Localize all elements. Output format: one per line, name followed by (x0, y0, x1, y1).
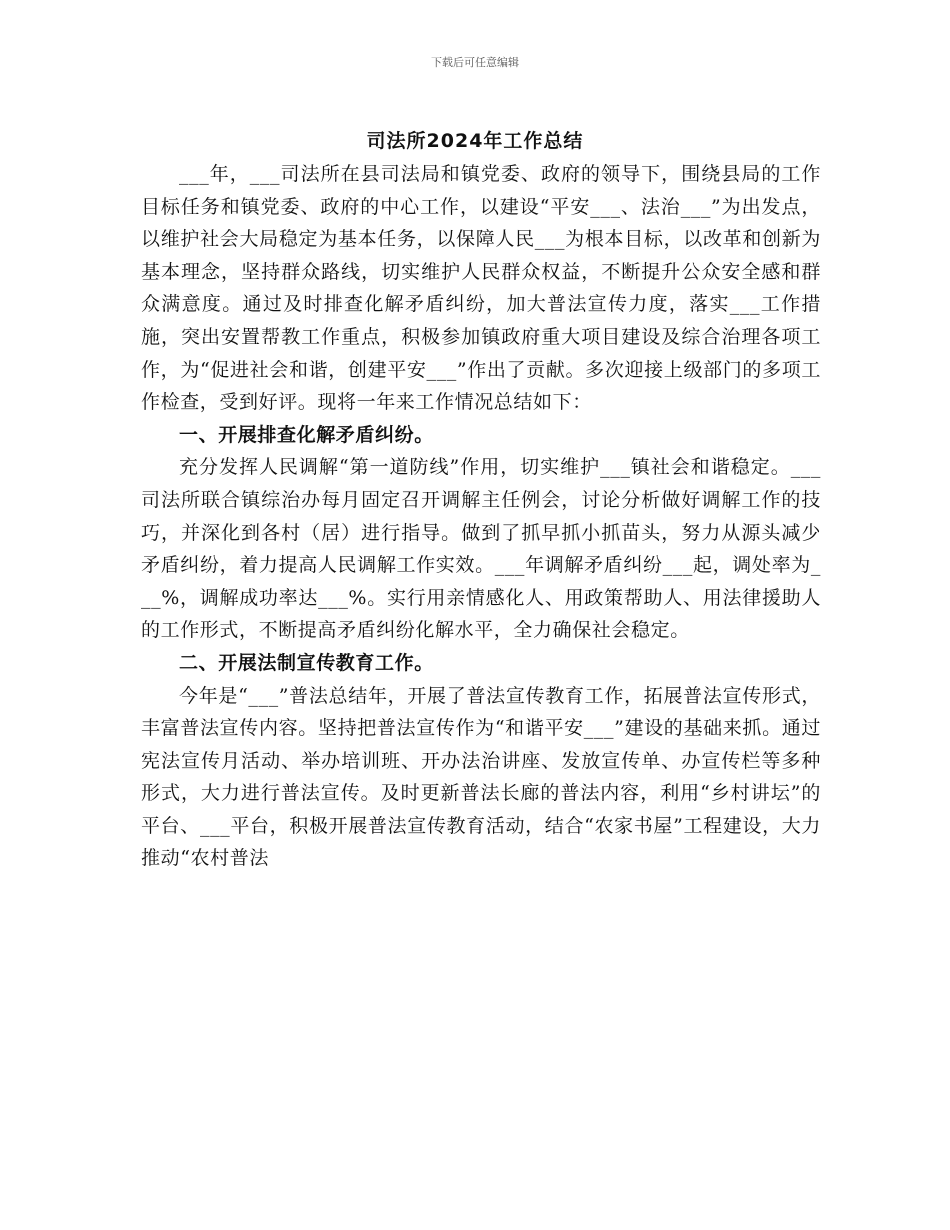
document-title: 司法所2024年工作总结 (366, 130, 584, 152)
intro-paragraph: ___年，___司法所在县司法局和镇党委、政府的领导下，围绕县局的工作目标任务和镇党委、政府的中心工作，以建设“平安___、法治___”为出发点，以维护社会大局稳定为基本任务，以保障人民___为根本目标，以改革和创新为基本理念，坚持群众路线，切实维护人民群众权益，不断提升公众安全感和群众满意度。通过及时排查化解矛盾纠纷，加大普法宣传力度，落实___工作措施，突出安置帮教工作重点，积极参加镇政府重大项目建设及综合治理各项工作，为“促进社会和谐，创建平安___”作出了贡献。多次迎接上级部门的多项工作检查，受到好评。现将一年来工作情况总结如下： (141, 163, 821, 414)
header-note: 下载后可任意编辑 (431, 56, 519, 69)
section-1-paragraph: 充分发挥人民调解“第一道防线”作用，切实维护___镇社会和谐稳定。___司法所联合镇综治办每月固定召开调解主任例会，讨论分析做好调解工作的技巧，并深化到各村（居）进行指导。做到了抓早抓小抓苗头，努力从源头减少矛盾纠纷，着力提高人民调解工作实效。___年调解矛盾纠纷___起，调处率为___%，调解成功率达___%。实行用亲情感化人、用政策帮助人、用法律援助人的工作形式，不断提高矛盾纠纷化解水平，全力确保社会稳定。 (141, 456, 821, 642)
section-2-paragraph: 今年是“___”普法总结年，开展了普法宣传教育工作，拓展普法宣传形式，丰富普法宣传内容。坚持把普法宣传作为“和谐平安___”建设的基础来抓。通过宪法宣传月活动、举办培训班、开办法治讲座、发放宣传单、办宣传栏等多种形式，大力进行普法宣传。及时更新普法长廊的普法内容，利用“乡村讲坛”的平台、___平台，积极开展普法宣传教育活动，结合“农家书屋”工程建设，大力推动“农村普法 (141, 684, 821, 870)
document-body (141, 158, 821, 875)
section-1-heading: 一、开展排查化解矛盾纠纷。 (179, 423, 434, 446)
section-2-heading: 二、开展法制宣传教育工作。 (179, 651, 434, 674)
